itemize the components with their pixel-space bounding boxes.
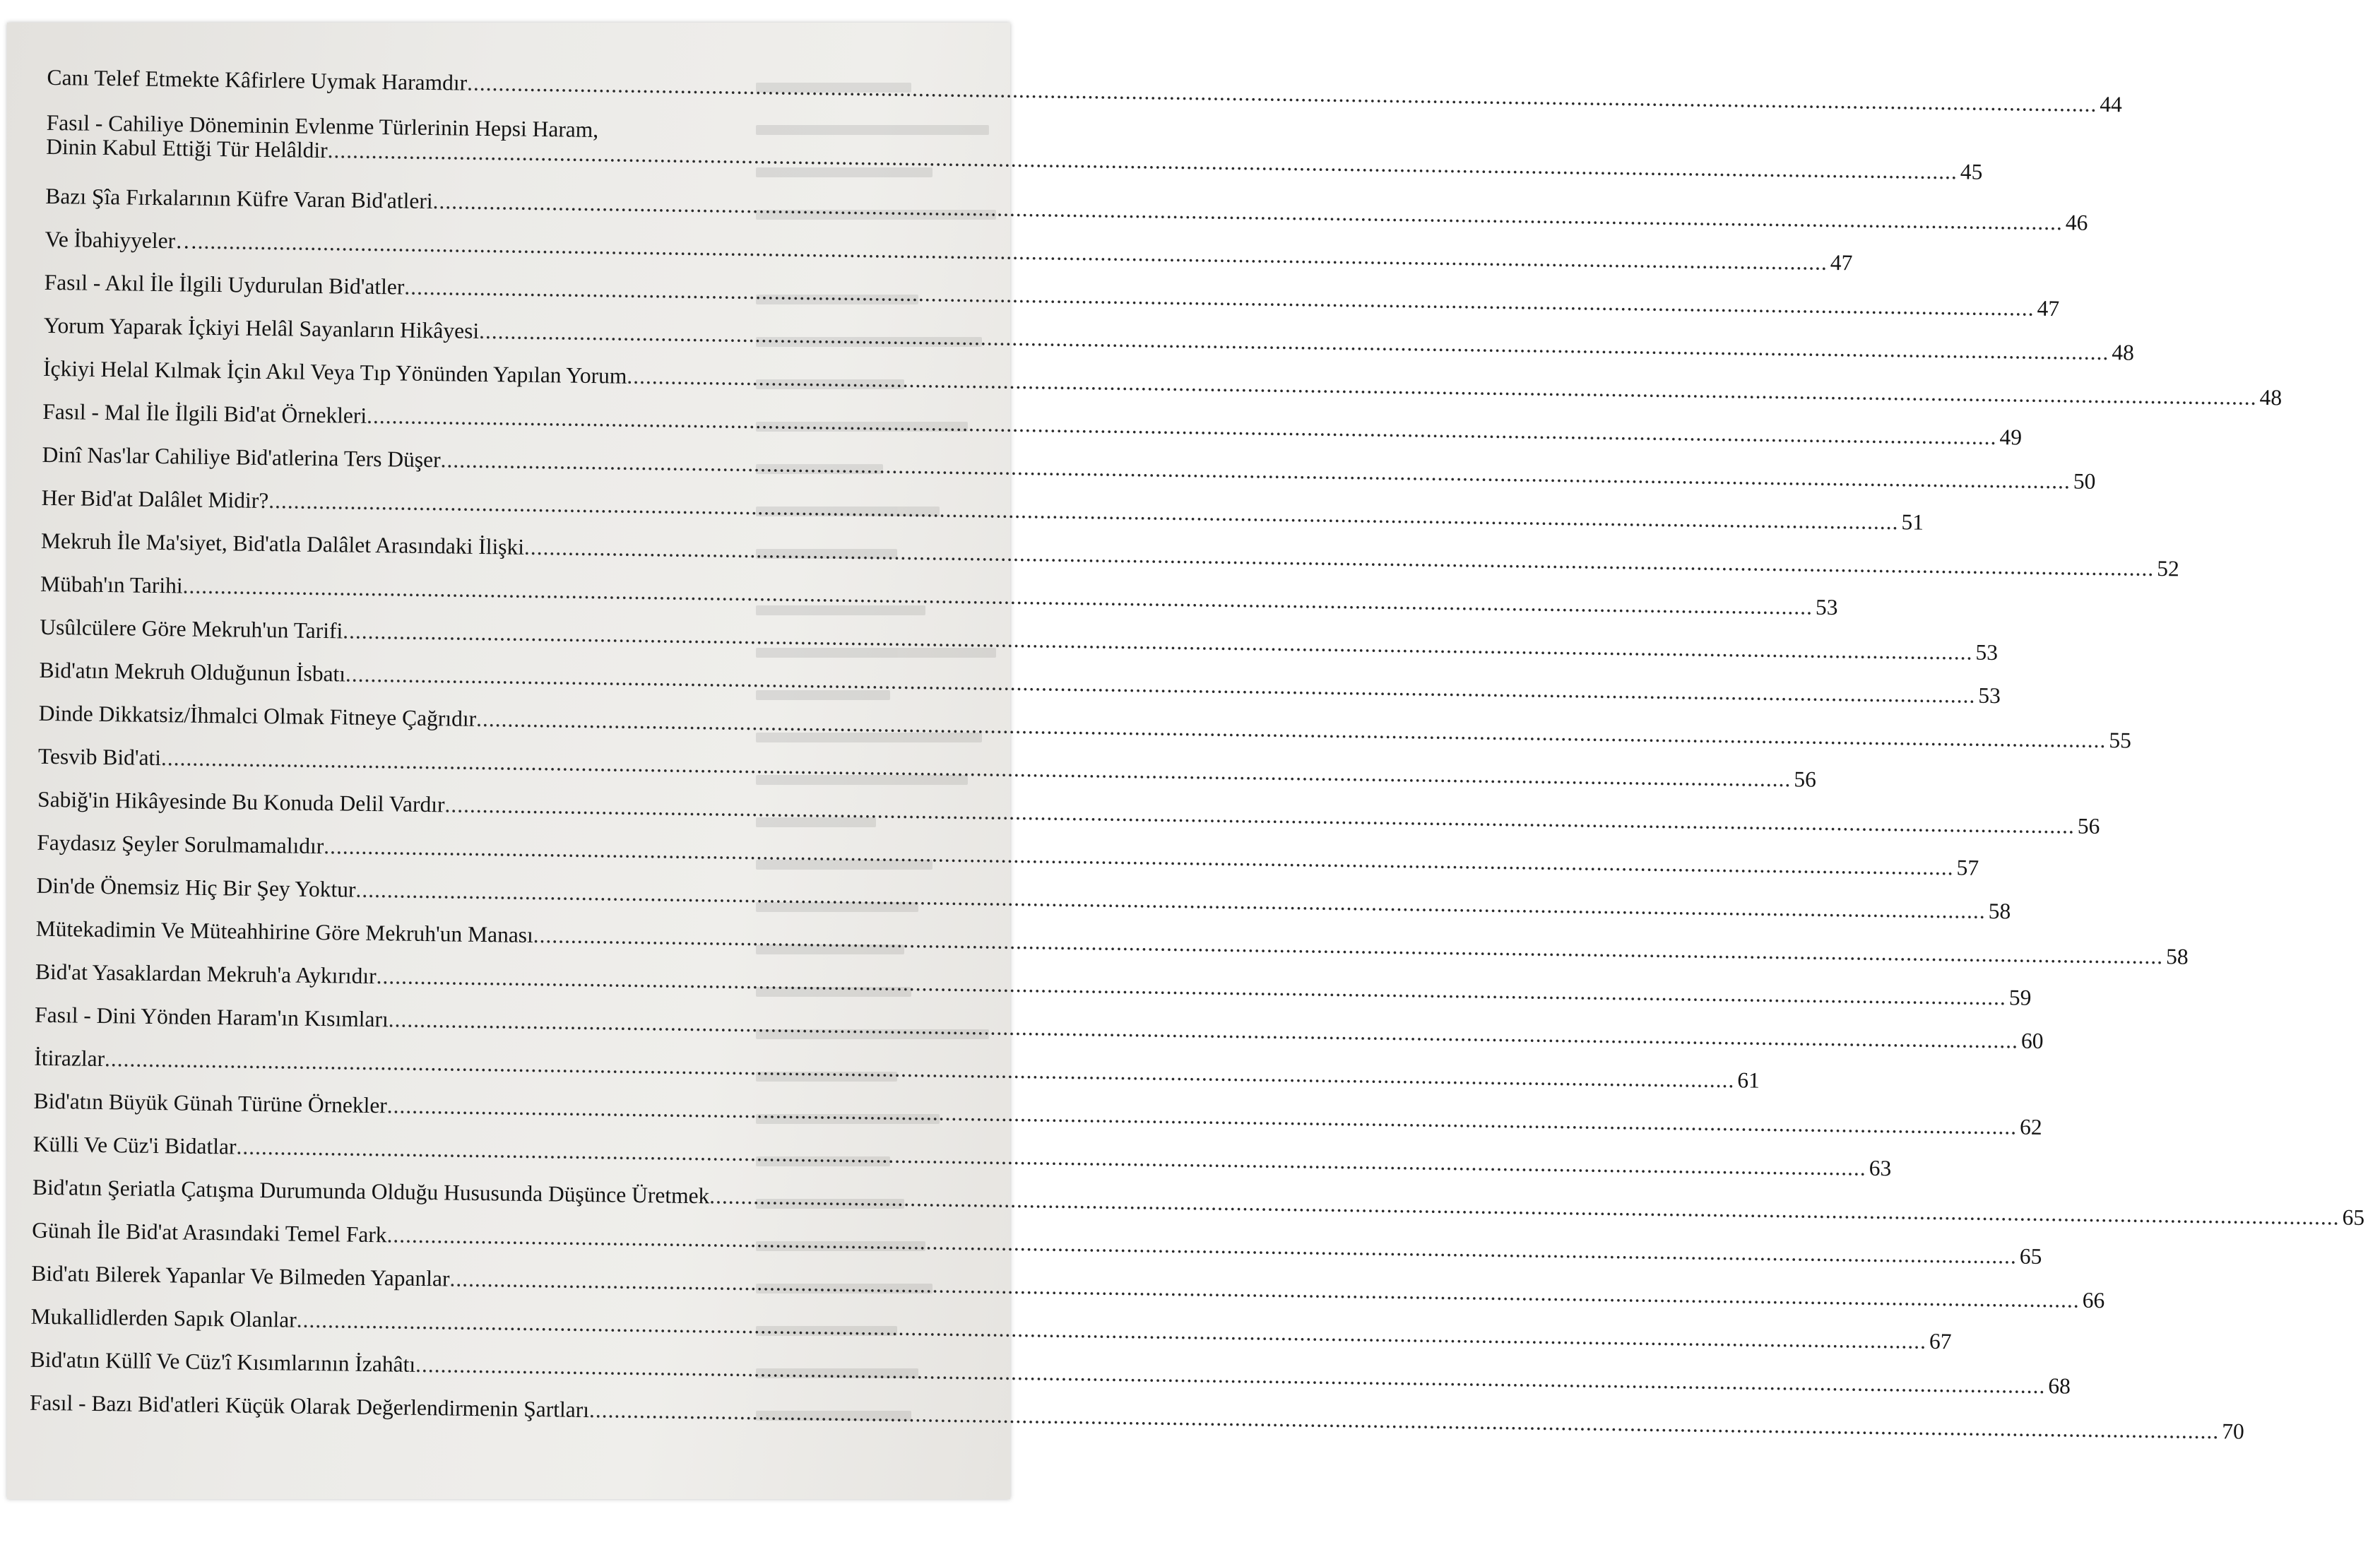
toc-entry-title: Dinde Dikkatsiz/İhmalci Olmak Fitneye Çağrıdır — [38, 700, 477, 731]
toc-entry[interactable] — [35, 916, 2189, 969]
dot-leader: .................................................................................................................................................................................................................................................................... — [236, 1134, 1867, 1180]
dot-leader: .................................................................................................................................................................................................................................................................... — [366, 403, 1997, 450]
toc-entry-page: 47 — [1830, 249, 1853, 276]
toc-entry-page: 53 — [1975, 639, 1999, 665]
toc-entry-title: Fasıl - Akıl İle İlgili Uydurulan Bid'atler — [44, 269, 405, 300]
toc-entry-page: 45 — [1960, 159, 1983, 184]
toc-entry-page: 55 — [2109, 728, 2132, 753]
toc-entry-title: İçkiyi Helal Kılmak İçin Akıl Veya Tıp Yönünden Yapılan Yorum — [42, 355, 627, 389]
toc-entry-title: Bid'atın Şeriatla Çatışma Durumunda Olduğu Hususunda Düşünce Üretmek — [32, 1174, 710, 1209]
toc-entry-title: Bid'atın Büyük Günah Türüne Örnekler — [33, 1088, 388, 1118]
toc-entry[interactable] — [40, 614, 1999, 665]
toc-entry-page: 53 — [1978, 682, 2001, 709]
toc-entry-title: Yorum Yaparak İçkiyi Helâl Sayanların Hikâyesi — [43, 312, 480, 343]
toc-entry-title: Bazı Şîa Fırkalarının Küfre Varan Bid'atleri — [45, 183, 433, 214]
dot-leader: .................................................................................................................................................................................................................................................................... — [345, 661, 1976, 708]
dot-leader: .................................................................................................................................................................................................................................................................... — [627, 363, 2257, 410]
dot-leader: .................................................................................................................................................................................................................................................................... — [296, 1307, 1927, 1354]
toc-entry-title: Usûlcülere Göre Mekruh'un Tarifi — [40, 614, 343, 644]
toc-entry-page: 58 — [1988, 898, 2011, 924]
toc-entry[interactable] — [30, 1303, 1952, 1354]
toc-entry-title: Mütekadimin Ve Müteahhirine Göre Mekruh'un Manası — [35, 916, 534, 947]
dot-leader: .................................................................................................................................................................................................................................................................... — [404, 274, 2035, 321]
toc-entry-title: Fasıl - Dini Yönden Haram'ın Kısımları — [34, 1002, 389, 1032]
toc-entry[interactable] — [33, 1088, 2042, 1139]
dot-leader: .................................................................................................................................................................................................................................................................... — [440, 447, 2071, 494]
toc-entry[interactable] — [31, 1260, 2105, 1313]
toc-entry-title: Mukallidlerden Sapık Olanlar — [30, 1303, 297, 1332]
dot-leader: .................................................................................................................................................................................................................................................................... — [324, 834, 1954, 880]
dot-leader: .................................................................................................................................................................................................................................................................... — [376, 964, 2007, 1010]
dot-leader: .................................................................................................................................................................................................................................................................... — [182, 573, 1813, 620]
toc-entry-page: 49 — [1999, 425, 2023, 450]
toc-entry[interactable] — [43, 312, 2135, 365]
toc-entry-page: 59 — [2008, 985, 2032, 1010]
dot-leader: .................................................................................................................................................................................................................................................................... — [478, 318, 2109, 365]
toc-entry-title: Fasıl - Bazı Bid'atleri Küçük Olarak Değerlendirmenin Şartları — [29, 1390, 590, 1423]
toc-entry-page: 63 — [1869, 1155, 1892, 1181]
toc-entry-title: Bid'atın Küllî Ve Cüz'î Kısımlarının İzahâtı — [30, 1346, 416, 1377]
toc-entry-title: Mekruh İle Ma'siyet, Bid'atla Dalâlet Arasındaki İlişki — [40, 528, 525, 560]
toc-entry-page: 67 — [1929, 1328, 1952, 1354]
toc-entry-page: 60 — [2020, 1028, 2044, 1053]
toc-entry[interactable] — [37, 743, 1817, 792]
toc-entry[interactable] — [30, 1346, 2071, 1399]
toc-entry[interactable] — [42, 355, 2283, 410]
toc-entry[interactable] — [38, 700, 2132, 753]
toc-entry[interactable] — [29, 1390, 2245, 1444]
dot-leader: .................................................................................................................................................................................................................................................................... — [386, 1222, 2018, 1269]
toc-entry-title: Faydasız Şeyler Sorulmamalıdır — [37, 829, 324, 859]
toc-entry[interactable] — [46, 109, 1983, 184]
toc-entry[interactable] — [44, 269, 2060, 321]
toc-entry[interactable] — [32, 1174, 2365, 1230]
toc-entry-page: 52 — [2157, 556, 2180, 581]
toc-entry-title: Günah İle Bid'at Arasındaki Temel Fark — [31, 1217, 387, 1248]
toc-entry[interactable] — [47, 64, 2123, 117]
dot-leader: .................................................................................................................................................................................................................................................................... — [709, 1183, 2340, 1230]
toc-entry[interactable] — [37, 829, 1979, 880]
toc-entry-page: 61 — [1737, 1067, 1760, 1093]
toc-entry[interactable] — [41, 485, 1924, 535]
toc-entry-title: İtirazlar — [34, 1045, 105, 1072]
toc-entry[interactable] — [32, 1131, 1892, 1181]
toc-entry-title: Tesvib Bid'ati — [37, 743, 162, 771]
dot-leader: .................................................................................................................................................................................................................................................................... — [268, 488, 1899, 535]
toc-entry-page: 48 — [2259, 384, 2283, 410]
toc-entry-title-line1: Fasıl - Cahiliye Döneminin Evlenme Türlerinin Hepsi Haram, — [46, 109, 599, 143]
toc-entry-title: Sabiğ'in Hikâyesinde Bu Konuda Delil Vardır — [37, 786, 445, 817]
dot-leader: .................................................................................................................................................................................................................................................................... — [449, 1266, 2080, 1313]
toc-entry-page: 65 — [2342, 1204, 2365, 1230]
dot-leader: .................................................................................................................................................................................................................................................................... — [588, 1397, 2220, 1444]
toc-entry[interactable] — [40, 528, 2180, 581]
toc-entry[interactable] — [34, 1002, 2044, 1053]
dot-leader: .................................................................................................................................................................................................................................................................... — [104, 1046, 1735, 1093]
toc-entry-page: 65 — [2019, 1243, 2042, 1269]
dot-leader: .................................................................................................................................................................................................................................................................... — [466, 70, 2097, 117]
dot-leader: .................................................................................................................................................................................................................................................................... — [160, 745, 1792, 792]
toc-entry[interactable] — [42, 398, 2023, 450]
dot-leader: .................................................................................................................................................................................................................................................................... — [432, 189, 2064, 235]
toc-entry[interactable] — [31, 1217, 2042, 1269]
dot-leader: .................................................................................................................................................................................................................................................................... — [388, 1007, 2019, 1053]
dot-leader: .................................................................................................................................................................................................................................................................... — [444, 792, 2076, 839]
toc-entry-title: Külli Ve Cüz'i Bidatlar — [32, 1131, 237, 1159]
toc-entry-page: 62 — [2019, 1114, 2042, 1139]
toc-entry-title-line2: Dinin Kabul Ettiği Tür Helâldir — [46, 134, 328, 163]
toc-entry[interactable] — [45, 183, 2088, 235]
toc-entry-page: 46 — [2065, 210, 2088, 235]
toc-entry-page: 68 — [2048, 1373, 2071, 1399]
toc-entry-page: 47 — [2037, 295, 2060, 321]
toc-entry-page: 48 — [2112, 340, 2135, 365]
toc-entry-title: Bid'atın Mekruh Olduğunun İsbatı — [39, 657, 346, 687]
toc-entry-title: Dinî Nas'lar Cahiliye Bid'atlerina Ters Düşer — [42, 442, 441, 473]
toc-entry-title: Fasıl - Mal İle İlgili Bid'at Örnekleri — [42, 398, 367, 428]
toc-entry[interactable] — [40, 571, 1838, 620]
dot-leader: .................................................................................................................................................................................................................................................................... — [197, 228, 1828, 275]
toc-entry[interactable] — [34, 1045, 1760, 1093]
toc-entry-page: 53 — [1815, 594, 1838, 620]
toc-entry-title: Bid'at Yasaklardan Mekruh'a Aykırıdır — [35, 959, 377, 989]
toc-entry[interactable] — [42, 442, 2096, 494]
dot-leader: .................................................................................................................................................................................................................................................................... — [343, 618, 1973, 665]
toc-entry[interactable] — [36, 872, 2011, 924]
toc-entry-page: 50 — [2073, 468, 2096, 494]
toc-entry[interactable] — [45, 226, 1853, 276]
dot-leader: .................................................................................................................................................................................................................................................................... — [533, 922, 2164, 969]
toc-entry-page: 56 — [2077, 813, 2100, 839]
toc-entry-title: Her Bid'at Dalâlet Midir? — [41, 485, 269, 514]
dot-leader: .................................................................................................................................................................................................................................................................... — [327, 138, 1958, 184]
toc-entry-title: Ve İbahiyyeler… — [45, 226, 198, 254]
dot-leader: .................................................................................................................................................................................................................................................................... — [523, 534, 2155, 581]
toc-entry-page: 58 — [2165, 944, 2189, 969]
dot-leader: .................................................................................................................................................................................................................................................................... — [415, 1351, 2046, 1399]
toc-entry[interactable] — [35, 959, 2032, 1010]
toc-entry-page: 66 — [2082, 1287, 2105, 1313]
toc-entry-page: 70 — [2222, 1419, 2245, 1444]
toc-entry-page: 56 — [1794, 766, 1817, 792]
toc-entry[interactable] — [37, 786, 2100, 839]
dot-leader: .................................................................................................................................................................................................................................................................... — [355, 877, 1986, 923]
toc-entry-title: Canı Telef Etmekte Kâfirlere Uymak Haramdır — [47, 64, 468, 95]
toc-entry-page: 57 — [1956, 855, 1979, 880]
dot-leader: .................................................................................................................................................................................................................................................................... — [386, 1093, 2018, 1139]
toc-entry-title: Din'de Önemsiz Hiç Bir Şey Yoktur — [36, 872, 356, 902]
toc-entry-page: 44 — [2100, 91, 2123, 117]
toc-entry-title: Mübah'ın Tarihi — [40, 571, 183, 598]
toc-entry-title: Bid'atı Bilerek Yapanlar Ve Bilmeden Yapanlar — [31, 1260, 450, 1291]
toc-entry-page: 51 — [1901, 509, 1924, 535]
dot-leader: .................................................................................................................................................................................................................................................................... — [475, 706, 2107, 753]
toc-entry[interactable] — [39, 657, 2001, 709]
